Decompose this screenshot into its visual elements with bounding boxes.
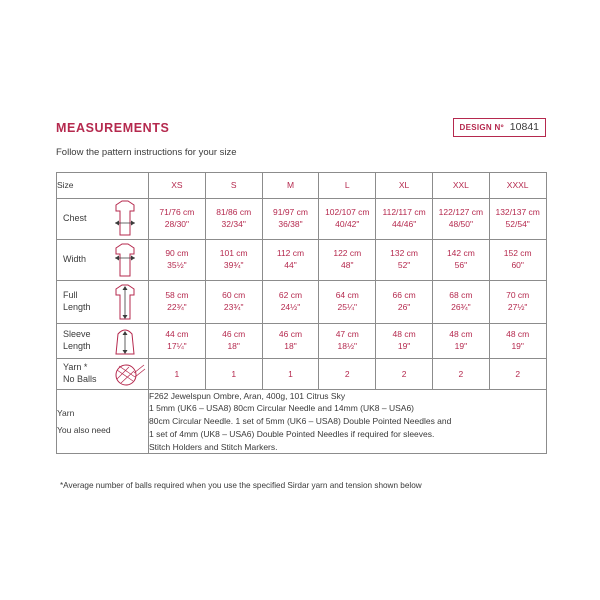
cell-balls-m: 1 <box>262 358 319 389</box>
cell-cm: 48 cm <box>392 329 416 340</box>
cell-inch: 25¼" <box>337 301 358 312</box>
cell-cm: 62 cm <box>278 290 303 301</box>
footnote: *Average number of balls required when you use the specified Sirdar yarn and tension shown below <box>60 481 422 490</box>
table-row-width <box>57 239 547 280</box>
row-label-sleeve-length: Sleeve Length <box>63 329 91 351</box>
cell-balls-xxl: 2 <box>432 358 489 389</box>
cell-cm: 81/86 cm <box>216 207 252 218</box>
cell-width-xl <box>376 239 433 280</box>
cell-sleeve-xl <box>376 323 433 358</box>
cell-cm: 70 cm <box>506 290 530 301</box>
cell-width-l <box>319 239 376 280</box>
cell-cm: 91/97 cm <box>273 207 308 218</box>
cell-cm: 47 cm <box>335 329 359 340</box>
column-header-m: M <box>262 173 319 199</box>
cell-cm: 101 cm <box>219 248 248 259</box>
cell-inch: 48" <box>341 259 354 270</box>
row-label-yarn-details-line2: You also need <box>57 424 111 435</box>
cell-inch: 44" <box>284 259 297 270</box>
cell-inch: 39¾" <box>223 259 244 270</box>
cell-inch: 23¾" <box>223 301 244 312</box>
cell-inch: 18½" <box>337 340 358 351</box>
cell-inch: 60" <box>511 259 524 270</box>
row-label-chest-cell <box>57 198 149 239</box>
table-row-yarn-details <box>57 389 547 454</box>
table-row-chest <box>57 198 547 239</box>
cell-full-length-xxxl <box>489 280 546 323</box>
yarn-name: F262 Jewelspun Ombre, Aran, 400g, 101 Citrus Sky <box>149 390 346 401</box>
row-label-width: Width <box>63 254 87 264</box>
cell-cm: 112/117 cm <box>382 207 426 218</box>
cell-cm: 142 cm <box>446 248 475 259</box>
row-label-sleeve-length-cell <box>57 323 149 358</box>
row-label-chest: Chest <box>63 213 87 223</box>
width-diagram-icon <box>102 240 148 280</box>
cell-inch: 27½" <box>507 301 528 312</box>
sleeve-diagram-icon <box>102 324 148 358</box>
cell-cm: 152 cm <box>503 248 532 259</box>
cell-balls-l: 2 <box>319 358 376 389</box>
cell-inch: 19" <box>511 340 524 351</box>
chest-diagram-icon <box>102 199 148 239</box>
column-header-xl: XL <box>376 173 433 199</box>
cell-inch: 56" <box>454 259 468 270</box>
needles-line-3: 1 set of 4mm (UK8 – USA6) Double Pointed Needles if required for sleeves. <box>149 428 435 439</box>
column-header-xxl: XXL <box>432 173 489 199</box>
table-row-yarn-balls <box>57 358 547 389</box>
cell-inch: 19" <box>454 340 468 351</box>
page-title: MEASUREMENTS <box>56 120 170 135</box>
cell-inch: 17¼" <box>167 340 187 351</box>
table-row-full-length <box>57 280 547 323</box>
design-number-badge <box>453 118 547 137</box>
cell-inch: 36/38" <box>278 218 303 229</box>
row-label-yarn-balls <box>57 362 97 385</box>
needles-line-1: 1 5mm (UK6 – USA8) 80cm Circular Needle and 14mm (UK8 – USA6) <box>149 403 415 414</box>
cell-inch: 24½" <box>280 301 301 312</box>
cell-inch: 32/34" <box>221 218 246 229</box>
design-label: DESIGN Nº <box>459 123 504 132</box>
cell-inch: 48/50" <box>448 218 474 229</box>
header <box>56 118 546 137</box>
cell-cm: 112 cm <box>276 248 305 259</box>
column-header-l: L <box>319 173 376 199</box>
cell-inch: 26" <box>397 301 411 312</box>
cell-balls-xl: 2 <box>376 358 433 389</box>
cell-inch: 22¾" <box>167 301 187 312</box>
cell-width-m <box>262 239 319 280</box>
cell-sleeve-xxl <box>432 323 489 358</box>
subtitle: Follow the pattern instructions for your size <box>56 147 237 158</box>
cell-chest-xs <box>149 198 206 239</box>
cell-full-length-xs <box>149 280 206 323</box>
cell-full-length-xxl <box>432 280 489 323</box>
cell-cm: 46 cm <box>222 329 246 340</box>
row-label-full-length: Full Length <box>63 290 91 312</box>
cell-balls-s: 1 <box>205 358 262 389</box>
table-header-row <box>57 173 547 199</box>
cell-cm: 60 cm <box>222 290 246 301</box>
table-row-sleeve-length <box>57 323 547 358</box>
column-header-size: Size <box>57 173 149 199</box>
yarn-ball-icon <box>108 359 148 389</box>
cell-width-xxl <box>432 239 489 280</box>
cell-cm: 132/137 cm <box>495 207 540 218</box>
column-header-xs: XS <box>149 173 206 199</box>
cell-width-s <box>205 239 262 280</box>
cell-chest-xxl <box>432 198 489 239</box>
cell-full-length-xl <box>376 280 433 323</box>
cell-inch: 52" <box>397 259 411 270</box>
cell-cm: 46 cm <box>278 329 303 340</box>
needles-line-4: Stitch Holders and Stitch Markers. <box>149 441 278 452</box>
cell-cm: 66 cm <box>392 290 416 301</box>
row-label-yarn-line1: Yarn * <box>63 362 88 373</box>
cell-cm: 48 cm <box>449 329 473 340</box>
cell-cm: 90 cm <box>165 248 189 259</box>
cell-chest-xl <box>376 198 433 239</box>
cell-cm: 102/107 cm <box>325 207 370 218</box>
row-label-yarn-line2: No Balls <box>63 373 97 384</box>
cell-chest-xxxl <box>489 198 546 239</box>
cell-balls-xs: 1 <box>149 358 206 389</box>
row-label-yarn-balls-cell <box>57 358 149 389</box>
full-length-diagram-icon <box>102 281 148 323</box>
cell-inch: 18" <box>227 340 240 351</box>
yarn-details-content <box>149 389 547 454</box>
row-label-full-length-cell <box>57 280 149 323</box>
cell-full-length-l <box>319 280 376 323</box>
cell-inch: 19" <box>397 340 411 351</box>
cell-chest-s <box>205 198 262 239</box>
row-label-width-cell <box>57 239 149 280</box>
cell-balls-xxxl: 2 <box>489 358 546 389</box>
cell-cm: 68 cm <box>449 290 473 301</box>
column-header-s: S <box>205 173 262 199</box>
cell-width-xxxl <box>489 239 546 280</box>
cell-full-length-s <box>205 280 262 323</box>
cell-inch: 18" <box>284 340 297 351</box>
cell-inch: 44/46" <box>391 218 417 229</box>
cell-sleeve-m <box>262 323 319 358</box>
cell-width-xs <box>149 239 206 280</box>
cell-chest-m <box>262 198 319 239</box>
cell-sleeve-xs <box>149 323 206 358</box>
design-number: 10841 <box>509 121 539 133</box>
cell-cm: 122 cm <box>333 248 362 259</box>
cell-cm: 44 cm <box>165 329 189 340</box>
cell-cm: 48 cm <box>506 329 530 340</box>
cell-chest-l <box>319 198 376 239</box>
cell-inch: 35½" <box>167 259 187 270</box>
cell-sleeve-xxxl <box>489 323 546 358</box>
cell-sleeve-s <box>205 323 262 358</box>
cell-full-length-m <box>262 280 319 323</box>
needles-line-2: 80cm Circular Needle. 1 set of 5mm (UK6 – USA8) Double Pointed Needles and <box>149 416 452 427</box>
cell-cm: 71/76 cm <box>159 207 195 218</box>
column-header-xxxl: XXXL <box>489 173 546 199</box>
cell-inch: 26¾" <box>451 301 471 312</box>
row-label-yarn-details <box>57 389 149 454</box>
cell-cm: 58 cm <box>165 290 189 301</box>
cell-inch: 40/42" <box>335 218 360 229</box>
cell-inch: 52/54" <box>505 218 530 229</box>
cell-cm: 132 cm <box>390 248 419 259</box>
cell-inch: 28/30" <box>164 218 190 229</box>
cell-cm: 64 cm <box>335 290 359 301</box>
cell-sleeve-l <box>319 323 376 358</box>
cell-cm: 122/127 cm <box>438 207 484 218</box>
measurements-table <box>56 172 547 454</box>
row-label-yarn-details-line1: Yarn <box>57 408 75 419</box>
